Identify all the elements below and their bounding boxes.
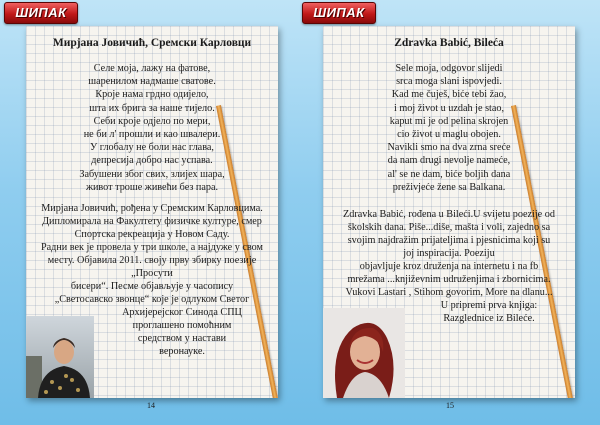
bio-line: Razglednice iz Bileće.	[443, 313, 535, 324]
poem-line: kaput mi je od pelina skrojen	[389, 115, 509, 127]
bio-line: „Светосавско звонце“ које је одлуком Светог	[54, 294, 250, 305]
bio-line: Архијерејског Синода СПЦ	[122, 307, 242, 318]
poem-line: da nam drugi nevolje nameće,	[387, 155, 511, 167]
bio-line: „Просути	[131, 268, 173, 279]
poem-line: i moj život u uzdah je stao,	[393, 102, 505, 114]
left-sheet	[26, 26, 278, 398]
poem-line: Селе моја, лажу на фатове,	[93, 63, 211, 74]
right-sheet	[323, 26, 575, 398]
right-poem	[323, 62, 575, 194]
sipak-logo[interactable]: ШИПАК	[302, 2, 376, 24]
bio-line: joj inspiracija. Poeziju	[403, 248, 495, 259]
poem-line: Kad me čuješ, biće tebi žao,	[391, 89, 507, 101]
author-photo	[26, 316, 94, 398]
poem-line: Забушени због свих, злијех шара,	[79, 168, 225, 180]
poem-line: al' se ne dam, biće boljih dana	[387, 168, 511, 180]
page-number: 15	[446, 401, 454, 410]
poem-line: живот троше живећи без пара.	[85, 181, 219, 193]
right-page	[300, 0, 600, 425]
poem-line: srca moga slani ispovjedi.	[396, 76, 502, 88]
bio-line: Дипломирала на Факултету физичке културе, смер	[42, 216, 262, 227]
bio-line: Спортска рекреација у Новом Саду.	[74, 229, 230, 240]
bio-line: Мирјана Јовичић, рођена у Сремским Карловцима.	[41, 203, 263, 214]
poem-line: шта их брига за наше тијело.	[89, 102, 215, 114]
author-photo	[323, 308, 405, 398]
right-page-title: Zdravka Babić, Bileća	[394, 37, 504, 49]
bio-line: školskih dana. Piše...diše, mašta i voli, zajedno sa	[347, 222, 551, 233]
bio-line: веронауке.	[159, 346, 205, 357]
bio-line: U pripremi prva knjiga:	[440, 300, 538, 311]
bio-line: Vukovi Lastari , Stihom govorim, More na dlanu...	[345, 287, 553, 298]
poem-line: шаренилом надмаше сватове.	[88, 76, 216, 88]
poem-line: cio život u maglu obojen.	[397, 129, 501, 141]
poem-line: preživjeće žene sa Balkana.	[392, 181, 506, 193]
poem-line: Себи кроје одјело по мери,	[93, 115, 211, 127]
bio-line: objavljuje kroz druženja na internetu i na fb	[359, 261, 539, 272]
poem-line: У глобалу не боли нас глава,	[90, 142, 214, 154]
bio-line: средством у настави	[137, 333, 227, 344]
bio-line: бисери“. Песме објављује у часопису	[70, 281, 234, 292]
left-page-title: Мирјана Јовичић, Сремски Карловци	[52, 37, 252, 49]
poem-line: Кроје нама грдно одијело,	[95, 89, 209, 101]
sipak-logo[interactable]: ШИПАК	[4, 2, 78, 24]
poem-line: не би л' прошли и као швалери.	[83, 129, 221, 141]
bio-line: mrežama ...književnim udruženjima i zbornicima.	[347, 274, 551, 285]
bio-line: Радни век је провела у три школе, а најдуже у свом	[40, 242, 264, 253]
bio-line: месту. Објавила 2011. своју прву збирку поезије	[47, 255, 257, 266]
page-number: 14	[147, 401, 155, 410]
bio-line: svojim najdražim prijateljima i pjesnicima koji su	[347, 235, 551, 246]
poem-line: Navikli smo na dva zrna sreće	[387, 142, 511, 154]
poem-line: Sele moja, odgovor slijedi	[395, 63, 503, 74]
bio-line: проглашено помоћним	[132, 320, 232, 331]
bio-line: Zdravka Babić, rođena u Bileći.U svijetu poezije od	[343, 209, 555, 220]
left-poem	[26, 62, 278, 194]
poem-line: депресија добро нас успава.	[91, 155, 213, 167]
